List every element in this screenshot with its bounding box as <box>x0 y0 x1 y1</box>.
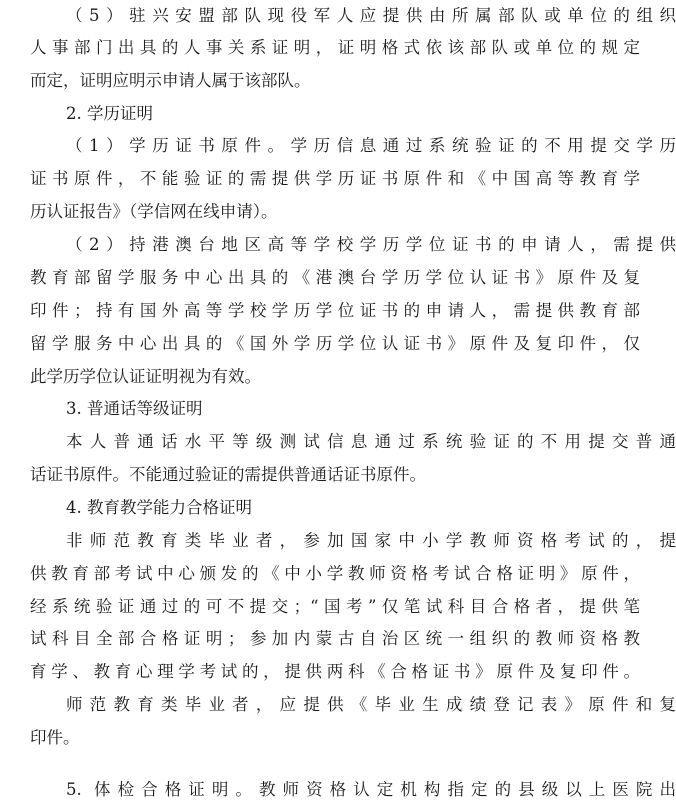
paragraph-line: 证书原件，不能验证的需提供学历证书原件和《中国高等教育学 <box>30 169 640 188</box>
section-heading: 3. 普通话等级证明 <box>66 399 203 418</box>
paragraph-line: 育学、教育心理学考试的，提供两科《合格证书》原件及复印件。 <box>30 662 640 681</box>
paragraph-line: 印件；持有国外高等学校学历学位证书的申请人，需提供教育部 <box>30 301 640 320</box>
paragraph-line: 历认证报告》（学信网在线申请）。 <box>30 202 278 221</box>
paragraph-line: 此学历学位认证证明视为有效。 <box>30 367 261 386</box>
paragraph-line: 师范教育类毕业者，应提供《毕业生成绩登记表》原件和复 <box>66 695 676 714</box>
paragraph-line: （2）持港澳台地区高等学校学历学位证书的申请人，需提供 <box>66 235 676 254</box>
paragraph-line: 本人普通话水平等级测试信息通过系统验证的不用提交普通 <box>66 432 676 451</box>
paragraph-line: （5）驻兴安盟部队现役军人应提供由所属部队或单位的组织 <box>66 6 676 25</box>
paragraph-line: 试科目全部合格证明；参加内蒙古自治区统一组织的教师资格教 <box>30 629 640 648</box>
section-heading: 2. 学历证明 <box>66 104 153 123</box>
section-heading: 5. 体检合格证明。教师资格认定机构指定的县级以上医院出 <box>66 780 676 799</box>
paragraph-line: 印件。 <box>30 728 80 747</box>
paragraph-line: 留学服务中心出具的《国外学历学位认证书》原件及复印件，仅 <box>30 334 640 353</box>
paragraph-line: 经系统验证通过的可不提交；“国考”仅笔试科目合格者，提供笔 <box>30 597 640 616</box>
paragraph-line: 教育部留学服务中心出具的《港澳台学历学位认证书》原件及复 <box>30 268 640 287</box>
section-heading: 4. 教育教学能力合格证明 <box>66 498 252 517</box>
paragraph-line: 非师范教育类毕业者，参加国家中小学教师资格考试的，提 <box>66 531 676 550</box>
paragraph-line: 供教育部考试中心颁发的《中小学教师资格考试合格证明》原件， <box>30 564 640 583</box>
paragraph-line: 而定，证明应明示申请人属于该部队。 <box>30 71 311 90</box>
paragraph-line: 人事部门出具的人事关系证明，证明格式依该部队或单位的规定 <box>30 38 640 57</box>
paragraph-line: 话证书原件。不能通过验证的需提供普通话证书原件。 <box>30 465 426 484</box>
paragraph-line: （1）学历证书原件。学历信息通过系统验证的不用提交学历 <box>66 136 676 155</box>
